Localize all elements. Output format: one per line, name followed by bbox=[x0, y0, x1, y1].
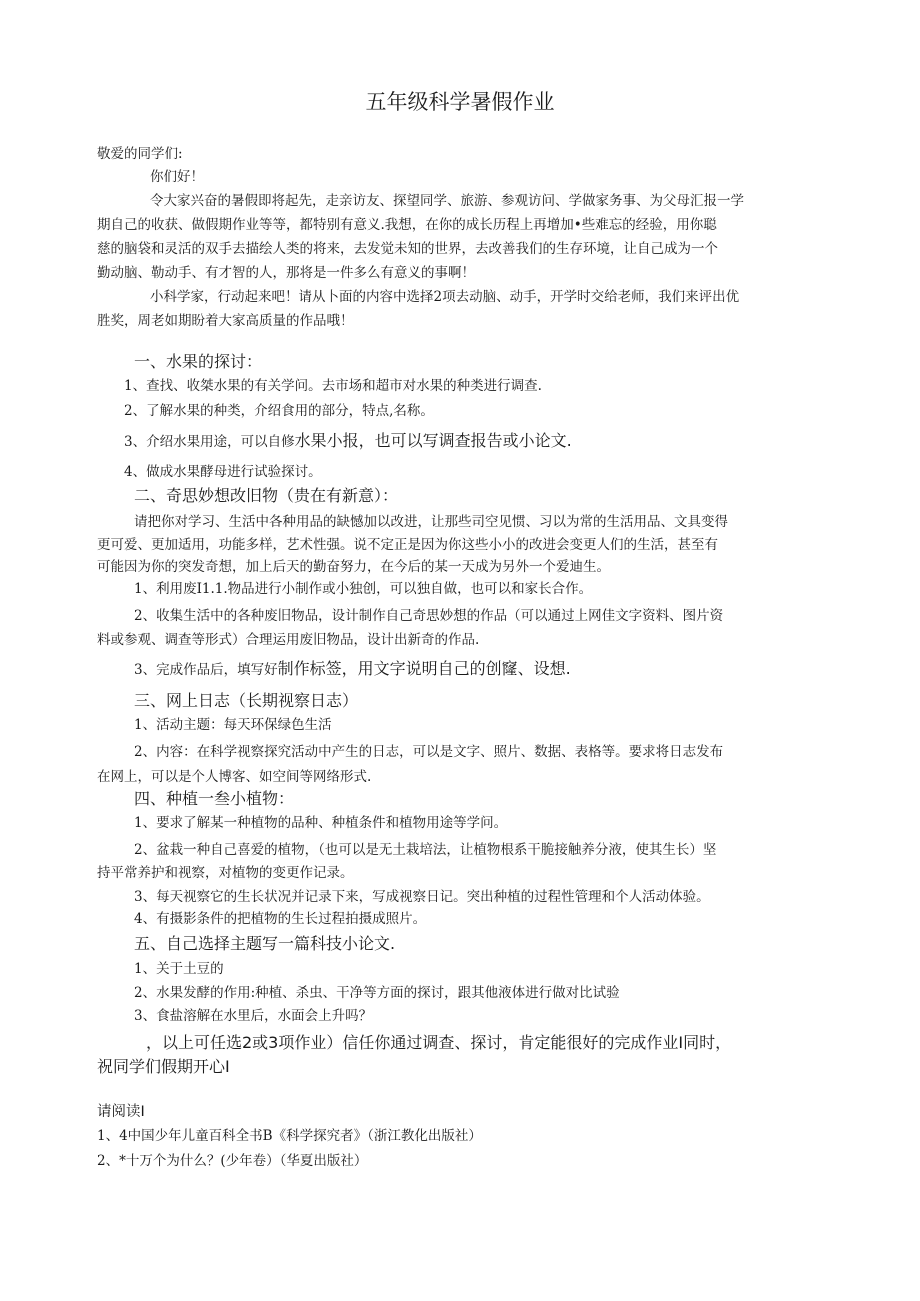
s2-item1: 1、利用废I1.1.物品进行小制作或小独创，可以独自做，也可以和家长合作。 bbox=[134, 581, 593, 597]
s4-item2: 2、盆栽一种自己喜爱的植物，（也可以是无土栽培法，让植物根系干脆接触养分液，使其生长）坚 bbox=[134, 842, 717, 858]
reading-item: 2、*十万个为什么？(少年卷）（华夏出版社） bbox=[97, 1153, 368, 1169]
s2-para-line: 更可爱、更加适用，功能多样，艺术性强。说不定正是因为你这些小小的改进会变更人们的生活，甚至有 bbox=[97, 537, 718, 553]
intro-line: 慈的脑袋和灵活的双手去描绘人类的将来，去发觉未知的世界，去改善我们的生存环境，让自己成为一个 bbox=[97, 241, 718, 257]
s3-item1: 1、活动主题：每天环保绿色生活 bbox=[134, 717, 332, 733]
s3-item2-cont: 在网上，可以是个人博客、如空间等网络形式. bbox=[97, 769, 372, 785]
section1-heading: 一、水果的探讨： bbox=[134, 352, 263, 371]
s1-item4: 4、做成水果酵母进行试验探讨。 bbox=[124, 464, 322, 480]
s1-item3 bbox=[124, 432, 572, 451]
intro-line: 期自己的收获、做假期作业等等，都特别有意义.我想，在你的成长历程上再增加•些难忘的经验，用你聪 bbox=[97, 217, 717, 233]
s4-item1: 1、要求了解某一种植物的品种、种植条件和植物用途等学问。 bbox=[134, 815, 508, 831]
s1-item3-text: 3、介绍水果用途，可以自修 bbox=[124, 434, 295, 450]
hello: 你们好！ bbox=[150, 169, 204, 185]
closing-line: 祝同学们假期开心I bbox=[97, 1057, 230, 1076]
s5-item2: 2、水果发酵的作用:种植、杀虫、干净等方面的探讨，跟其他液体进行做对比试验 bbox=[134, 985, 620, 1001]
reading-heading: 请阅读I bbox=[97, 1104, 145, 1120]
s2-para-line: 请把你对学习、生活中各种用品的缺憾加以改进，让那些司空见惯、习以为常的生活用品、文具变得 bbox=[134, 514, 728, 530]
s5-item1: 1、关于土豆的 bbox=[134, 961, 224, 977]
s2-para-line: 可能因为你的突发奇想，加上后天的勤奋努力，在今后的某一天成为另外一个爱迪生。 bbox=[97, 559, 610, 575]
s2-item2: 2、收集生活中的各种废旧物品，设计制作自己奇思妙想的作品（可以通过上网佳文字资料、图片资 bbox=[134, 608, 724, 624]
s4-item4: 4、有摄影条件的把植物的生长过程拍摄成照片。 bbox=[134, 911, 427, 927]
page-title: 五年级科学暑假作业 bbox=[365, 90, 555, 114]
s4-item2-cont: 持平常养护和视察，对植物的变更作记录。 bbox=[97, 865, 354, 881]
intro-line: 令大家兴奋的暑假即将起先，走亲访友、探望同学、旅游、参观访问、学做家务事、为父母汇报一学 bbox=[150, 193, 744, 209]
s1-item1: 1、查找、收桀水果的有关学问。去市场和超市对水果的种类进行调查. bbox=[124, 378, 542, 394]
section2-heading: 二、奇思妙想改旧物（贵在有新意）： bbox=[134, 486, 399, 505]
section4-heading: 四、种植一叁小植物： bbox=[134, 789, 295, 808]
call-line: 胜奖，周老如期盼着大家高质量的作品哦！ bbox=[97, 313, 354, 329]
s2-item2-cont: 料或参观、调查等形式）合理运用废旧物品，设计出新奇的作品. bbox=[97, 632, 480, 648]
s4-item3: 3、每天视察它的生长状况并记录下来，写成视察日记。突出种植的过程性管理和个人活动体验。 bbox=[134, 889, 710, 905]
s2-item3-text: 3、完成作品后，填写好 bbox=[134, 662, 278, 678]
s3-item2: 2、内容：在科学视察探究活动中产生的日志，可以是文字、照片、数据、表格等。要求将日志发布 bbox=[134, 744, 724, 760]
closing-line: ，以上可任选2或3项作业）信任你通过调查、探讨，肯定能很好的完成作业I同时， bbox=[146, 1033, 732, 1052]
intro-line: 勤动脑、勒动手、有才智的人，那将是一件多么有意义的事啊！ bbox=[97, 265, 475, 281]
call-line: 小科学家，行动起来吧！请从卜面的内容中选择2项去动脑、动手，开学时交给老师，我们来评出优 bbox=[150, 289, 740, 305]
s1-item2: 2、了解水果的种类，介绍食用的部分，特点,名称。 bbox=[124, 403, 434, 419]
section3-heading: 三、网上日志（长期视察日志） bbox=[134, 691, 359, 710]
reading-item: 1、4中国少年儿童百科全书B《科学探究者》（浙江教化出版社） bbox=[97, 1128, 482, 1144]
section5-heading: 五、自己选择主题写一篇科技小论文. bbox=[134, 934, 396, 953]
s5-item3: 3、食盐溶解在水里后，水面会上升吗？ bbox=[134, 1008, 373, 1024]
s1-item3-emphasis: 水果小报，也可以写调查报告或小论文. bbox=[294, 431, 572, 450]
s2-item3-emphasis: 制作标签，用文字说明自己的创窿、设想. bbox=[277, 659, 571, 678]
s2-item3 bbox=[134, 660, 571, 679]
greeting: 敬爱的同学们: bbox=[97, 146, 183, 162]
